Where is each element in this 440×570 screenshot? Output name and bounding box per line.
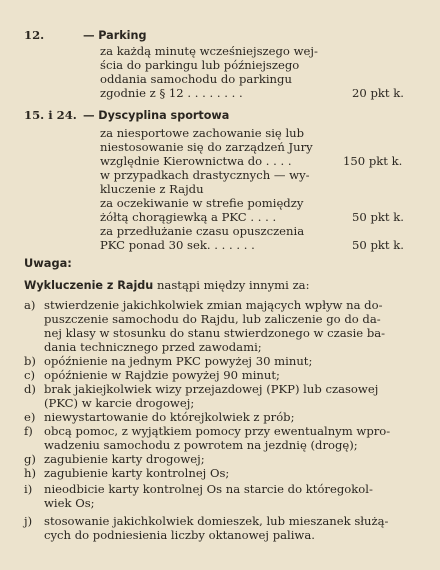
list-item-line: obcą pomoc, z wyjątkiem pomocy przy ewentualnym wpro- [44,424,391,438]
list-item-line: cych do podniesienia liczby oktanowej paliwa. [44,528,315,542]
list-item-label: i) [24,482,33,496]
section-text-line: zgodnie z § 12 . . . . . . . . [100,86,243,100]
section-text-line: niestosowanie się do zarządzeń Jury [100,140,313,154]
section-text-line: za przedłużanie czasu opuszczenia [100,224,305,238]
list-item-label: c) [24,368,36,382]
section-text-line: za oczekiwanie w strefie pomiędzy [100,196,304,210]
list-item-line: opóźnienie na jednym PKC powyżej 30 minut; [44,354,313,368]
list-item-label: g) [24,452,36,466]
section-text-line: za niesportowe zachowanie się lub [100,126,305,140]
section-heading [83,28,147,43]
heading-dash: — [83,108,95,122]
list-item-line: wiek Os; [44,496,95,510]
note-intro [24,278,310,293]
list-item-label: f) [24,424,33,438]
list-item-line: dania technicznego przed zawodami; [44,340,262,354]
list-item-line: opóźnienie w Rajdzie powyżej 90 minut; [44,368,280,382]
heading-dash: — [83,28,95,42]
note-heading: Uwaga: [24,256,72,270]
list-item-label: d) [24,382,36,396]
section-text-line: względnie Kierownictwa do . . . . [100,154,292,168]
penalty-points: 50 pkt k. [352,238,404,252]
section-text-line: za każdą minutę wcześniejszego wej- [100,44,318,58]
section-text-line: oddania samochodu do parkingu [100,72,292,86]
list-item-line: stosowanie jakichkolwiek domieszek, lub mieszanek służą- [44,514,389,528]
section-title: Parking [98,29,147,42]
section-number: 12. [24,28,45,42]
section-text-line: w przypadkach drastycznych — wy- [100,168,310,182]
penalty-points: 20 pkt k. [352,86,404,100]
section-text-line: żółtą chorągiewką a PKC . . . . [100,210,277,224]
list-item-line: niewystartowanie do którejkolwiek z prób; [44,410,295,424]
list-item-label: a) [24,298,36,312]
list-item-label: e) [24,410,36,424]
list-item-line: wadzeniu samochodu z powrotem na jezdnię (drogę); [44,438,358,452]
list-item-line: zagubienie karty kontrolnej Os; [44,466,230,480]
list-item-line: zagubienie karty drogowej; [44,452,205,466]
list-item-line: puszczenie samochodu do Rajdu, lub zaliczenie go do da- [44,312,381,326]
list-item-line: brak jakiejkolwiek wizy przejazdowej (PKP) lub czasowej [44,382,379,396]
penalty-points: 50 pkt k. [352,210,404,224]
list-item-label: j) [24,514,33,528]
section-title: Dyscyplina sportowa [98,109,230,122]
list-item-line: stwierdzenie jakichkolwiek zmian mających wpływ na do- [44,298,383,312]
section-text-line: PKC ponad 30 sek. . . . . . . [100,238,255,252]
list-item-label: b) [24,354,36,368]
section-number: 15. i 24. [24,108,77,122]
note-intro-bold: Wykluczenie z Rajdu [24,279,154,292]
section-text-line: kluczenie z Rajdu [100,182,204,196]
section-heading [83,108,229,123]
list-item-line: nieodbicie karty kontrolnej Os na starcie do któregokol- [44,482,373,496]
list-item-label: h) [24,466,36,480]
section-text-line: ścia do parkingu lub późniejszego [100,58,300,72]
penalty-points: 150 pkt k. [343,154,403,168]
list-item-line: nej klasy w stosunku do stanu stwierdzonego w czasie ba- [44,326,386,340]
note-intro-rest: nastąpi między innymi za: [153,278,310,292]
list-item-line: (PKC) w karcie drogowej; [44,396,195,410]
